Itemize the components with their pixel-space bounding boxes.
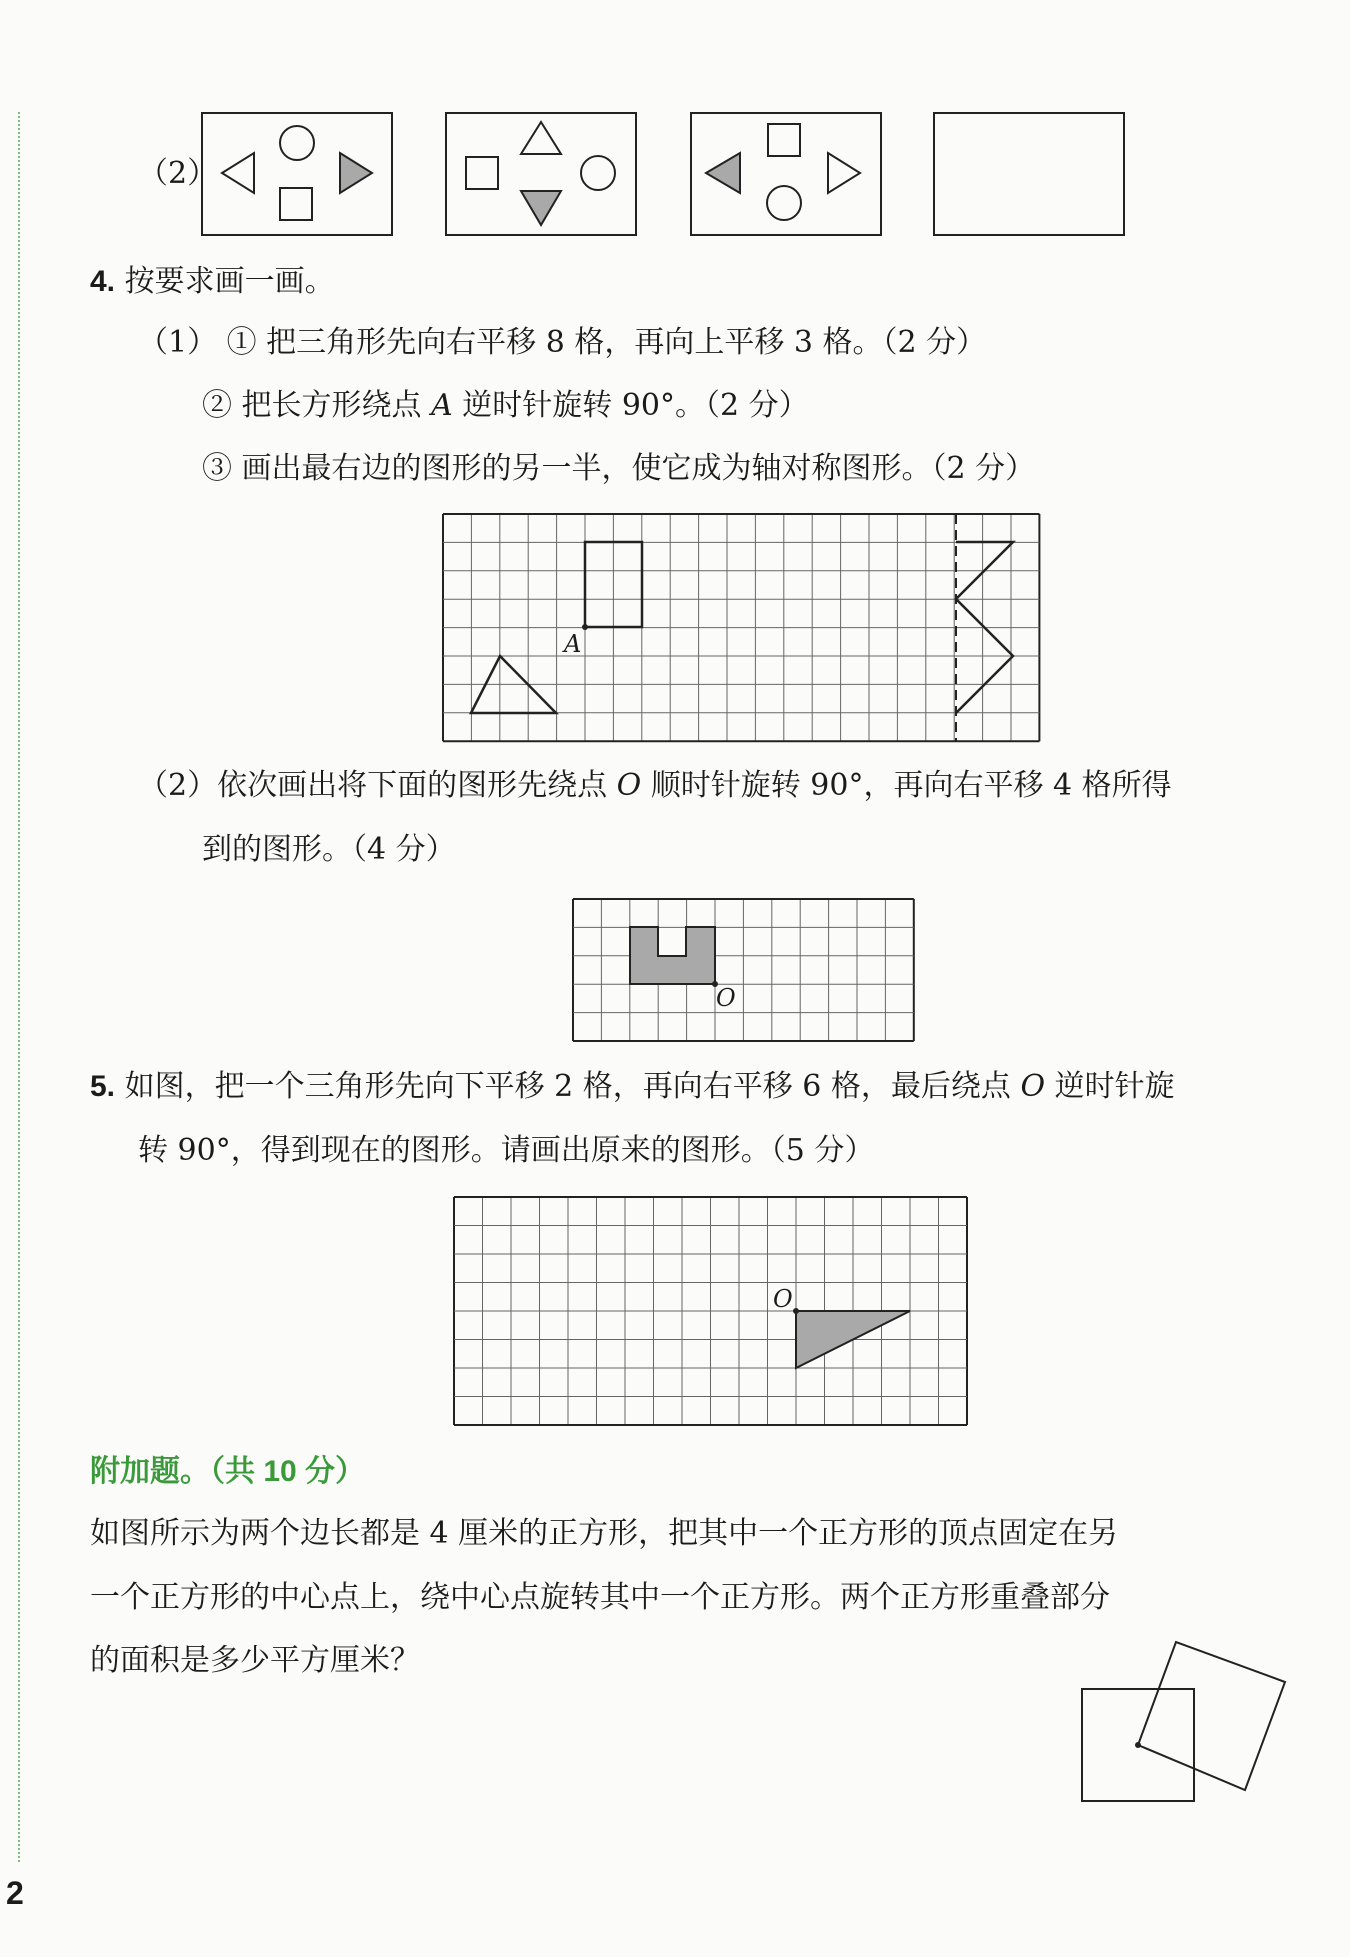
q4-item2-pre: ② 把长方形绕点 [202,388,432,423]
bonus-title: 附加题。（共 10 分） [90,1455,366,1488]
q5-line1 [90,1067,1175,1107]
q4-part2-line1 [138,766,1172,806]
bonus-line3: 的面积是多少平方厘米？ [90,1643,420,1678]
q4-item2-point: A [431,388,453,423]
q4-part2-post: 顺时针旋转 90°，再向右平移 4 格所得 [641,768,1172,803]
square-icon [466,157,498,189]
margin-dotted-line [18,112,20,1862]
q3-part2-label: （2） [138,156,218,191]
center-point-dot [1135,1742,1141,1748]
grid1-label-a: A [564,630,582,658]
point-o-dot [793,1308,799,1314]
q4-heading [90,262,335,302]
circle-icon [280,126,314,160]
q4-number: 4. [90,265,116,298]
q4-part1-label: （1） [138,325,218,360]
q4-item2-post: 逆时针旋转 90°。（2 分） [452,388,809,423]
page-number: 2 [6,1875,24,1911]
shaded-u-shape [630,927,715,984]
triangle-up-icon [521,122,561,154]
grid-1 [443,514,1043,744]
circle-icon [767,186,801,220]
q4-part2-line2: 到的图形。（4 分） [202,832,456,867]
point-a-dot [582,624,588,630]
q4-title: 按要求画一画。 [124,264,335,299]
square-icon [768,124,800,156]
triangle-right-icon [828,153,860,193]
bonus-line1: 如图所示为两个边长都是 4 厘米的正方形，把其中一个正方形的顶点固定在另 [90,1516,1119,1551]
bonus-line2: 一个正方形的中心点上，绕中心点旋转其中一个正方形。两个正方形重叠部分 [90,1580,1110,1615]
q4-item2 [202,386,809,426]
q5-line1-pre: 如图，把一个三角形先向下平移 2 格，再向右平移 6 格，最后绕点 [124,1069,1021,1104]
answer-box [934,113,1124,235]
grid-3 [454,1197,974,1437]
grid3-label-o: O [773,1285,793,1313]
q4-part2-pre: （2）依次画出将下面的图形先绕点 [138,768,617,803]
grid-2 [573,899,923,1049]
triangle-left-icon [222,153,254,193]
grid2-label-o: O [716,984,736,1012]
q4-part1-line [138,323,986,363]
rotated-square [1138,1642,1285,1790]
bonus-squares-figure [1070,1640,1310,1820]
q5-point: O [1020,1069,1046,1104]
q5-line2: 转 90°，得到现在的图形。请画出原来的图形。（5 分） [138,1133,875,1168]
q5-number: 5. [90,1070,116,1103]
triangle-left-shaded-icon [706,153,740,193]
square-icon [280,188,312,220]
q5-line1-post: 逆时针旋 [1045,1069,1175,1104]
q4-item1: ① 把三角形先向右平移 8 格，再向上平移 3 格。（2 分） [226,325,987,360]
triangle-right-shaded-icon [340,153,372,193]
q4-part2-point: O [616,768,642,803]
circle-icon [581,156,615,190]
q4-item3: ③ 画出最右边的图形的另一半，使它成为轴对称图形。（2 分） [202,451,1036,486]
triangle-down-shaded-icon [521,191,561,225]
q3-shape-boxes [0,0,1350,260]
